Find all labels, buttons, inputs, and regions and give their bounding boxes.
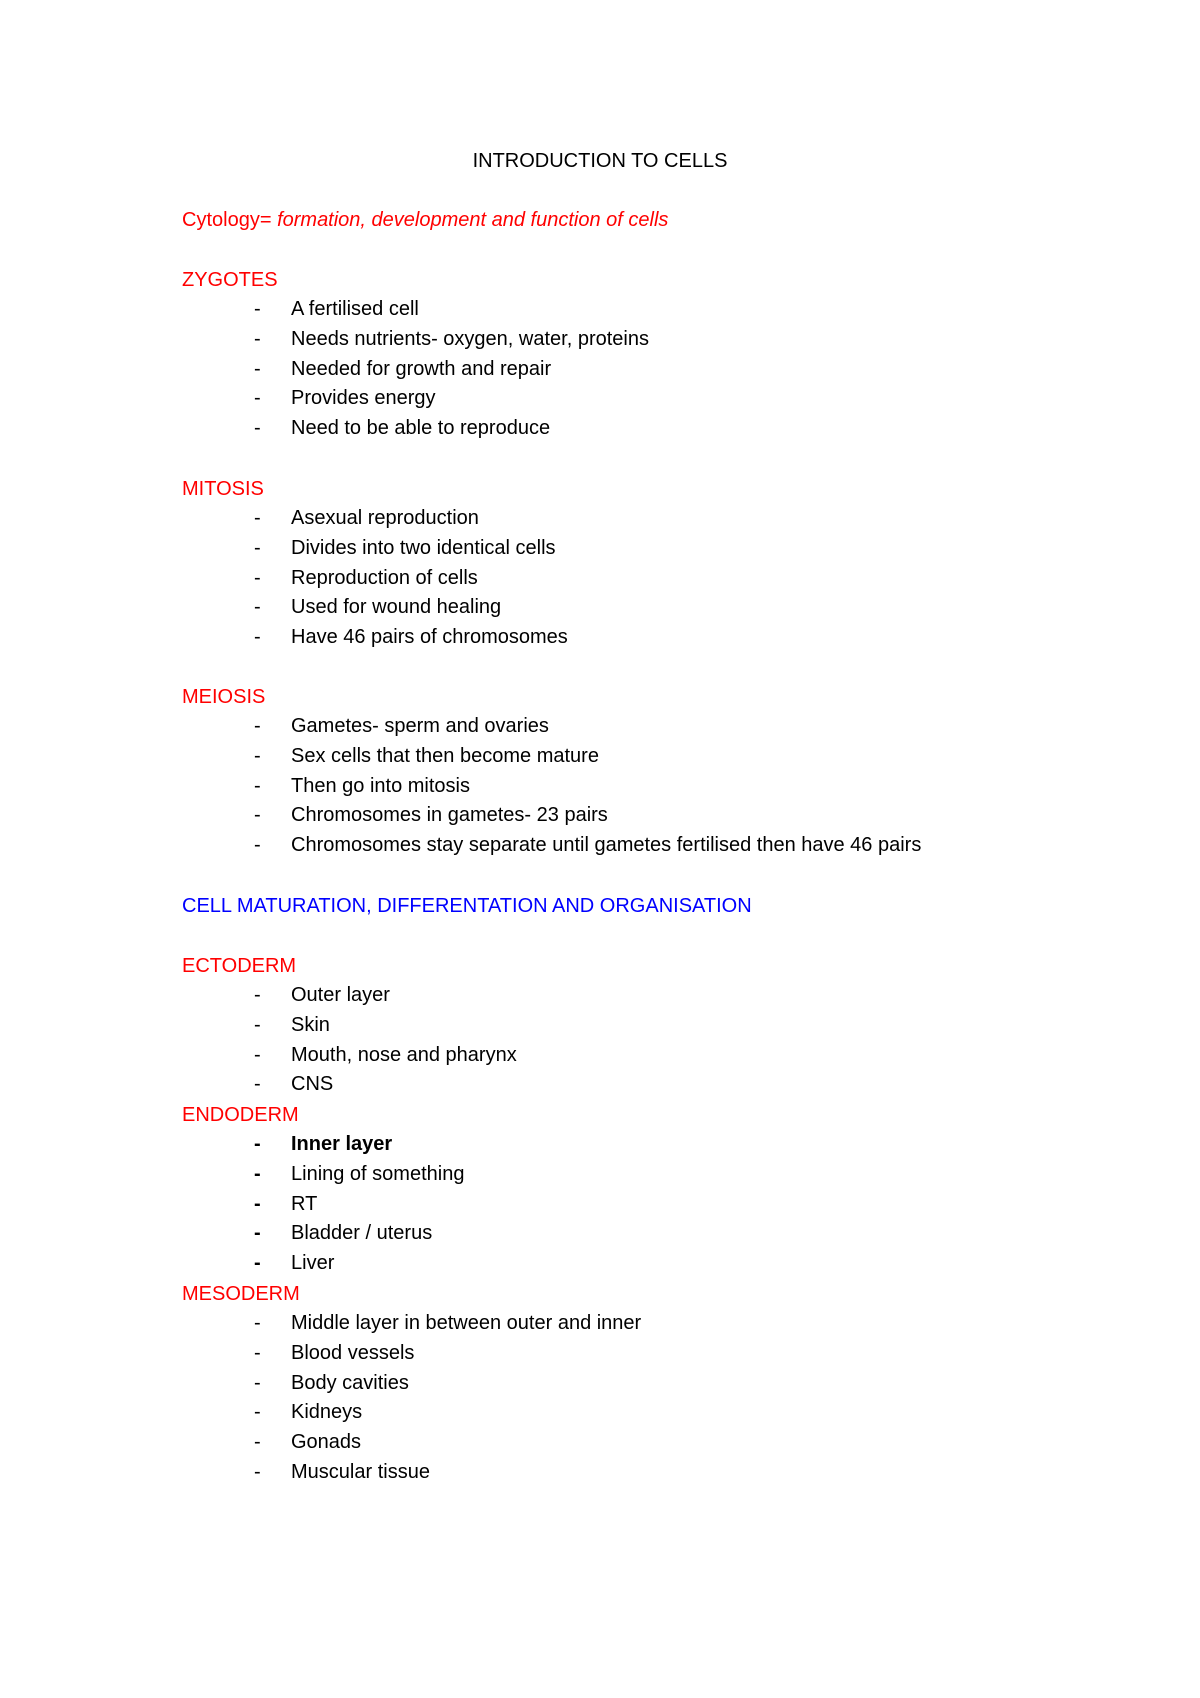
bullet-dash: - (254, 327, 261, 350)
section-heading-ectoderm: ECTODERM (182, 955, 297, 977)
list-item: - Needs nutrients- oxygen, water, proteins (254, 327, 649, 350)
bullet-dash: - (254, 715, 261, 737)
list-item: - Need to be able to reproduce (254, 417, 551, 440)
bullet-list-meiosis (254, 714, 921, 863)
list-item: - Kidneys (254, 1401, 363, 1424)
bullet-dash: - (254, 1460, 261, 1483)
bullet-dash: - (254, 357, 261, 380)
list-item: - Sex cells that then become mature (254, 744, 599, 767)
list-item: - Chromosomes in gametes- 23 pairs (254, 804, 608, 827)
list-item: - RT (254, 1192, 318, 1215)
list-item: - Bladder / uterus (254, 1222, 433, 1245)
list-item: - A fertilised cell (254, 298, 419, 320)
list-item: - Muscular tissue (254, 1460, 430, 1483)
list-item: - Lining of something (254, 1162, 465, 1185)
list-item: - Gonads (254, 1431, 362, 1454)
bullet-dash: - (254, 1192, 261, 1215)
bullet-dash: - (254, 744, 261, 767)
bullet-list-zygotes (254, 297, 649, 446)
definition-text: formation, development and function of cells (277, 209, 669, 231)
list-item: - Skin (254, 1013, 330, 1036)
list-item: - Middle layer in between outer and inner (254, 1312, 642, 1334)
list-item: - Needed for growth and repair (254, 357, 552, 380)
list-item: - CNS (254, 1073, 334, 1096)
list-item: - Outer layer (254, 984, 390, 1006)
definition-line (182, 208, 668, 232)
bullet-dash: - (254, 1222, 261, 1245)
section-heading-endoderm: ENDODERM (182, 1104, 299, 1126)
page-title: INTRODUCTION TO CELLS (472, 150, 728, 172)
bullet-dash: - (254, 1162, 261, 1185)
bullet-dash: - (254, 1431, 261, 1454)
list-item: - Chromosomes stay separate until gametes fertilised then have 46 pairs (254, 834, 922, 857)
section-heading-mitosis: MITOSIS (182, 478, 264, 500)
list-item: - Reproduction of cells (254, 566, 478, 589)
list-item: - Used for wound healing (254, 596, 502, 619)
list-item: - Blood vessels (254, 1341, 415, 1364)
bullet-dash: - (254, 596, 261, 619)
list-item: - Provides energy (254, 387, 436, 410)
bullet-list-mesoderm (254, 1311, 641, 1490)
definition-term: Cytology= (182, 209, 272, 231)
bullet-dash: - (254, 1341, 261, 1364)
bullet-dash: - (254, 1401, 261, 1424)
section-heading-zygotes: ZYGOTES (182, 269, 278, 291)
bullet-dash: - (254, 1312, 261, 1334)
bullet-dash: - (254, 1073, 261, 1096)
bullet-dash: - (254, 387, 261, 410)
bullet-dash: - (254, 834, 261, 857)
bullet-dash: - (254, 984, 261, 1006)
bullet-dash: - (254, 566, 261, 589)
bullet-dash: - (254, 626, 261, 649)
section-heading-maturation: CELL MATURATION, DIFFERENTATION AND ORGANISATION (182, 895, 752, 917)
bullet-dash: - (254, 298, 261, 320)
list-item: - Divides into two identical cells (254, 536, 556, 559)
bullet-dash: - (254, 507, 261, 529)
bullet-dash: - (254, 417, 261, 440)
section-heading-meiosis: MEIOSIS (182, 686, 266, 708)
bullet-list-mitosis (254, 506, 568, 655)
bullet-dash: - (254, 1371, 261, 1394)
list-item: - Then go into mitosis (254, 774, 470, 797)
bullet-list-endoderm (254, 1132, 464, 1281)
section-heading-mesoderm: MESODERM (182, 1283, 300, 1305)
bullet-dash: - (254, 1133, 261, 1155)
list-item: - Liver (254, 1252, 335, 1275)
bullet-dash: - (254, 774, 261, 797)
bullet-list-ectoderm (254, 983, 517, 1102)
list-item: - Mouth, nose and pharynx (254, 1043, 517, 1066)
list-item: - Inner layer (254, 1133, 393, 1155)
list-item: - Have 46 pairs of chromosomes (254, 626, 568, 649)
bullet-dash: - (254, 1043, 261, 1066)
list-item: - Asexual reproduction (254, 507, 479, 529)
list-item: - Gametes- sperm and ovaries (254, 715, 549, 737)
list-item: - Body cavities (254, 1371, 409, 1394)
bullet-dash: - (254, 536, 261, 559)
bullet-dash: - (254, 804, 261, 827)
bullet-dash: - (254, 1252, 261, 1275)
bullet-dash: - (254, 1013, 261, 1036)
